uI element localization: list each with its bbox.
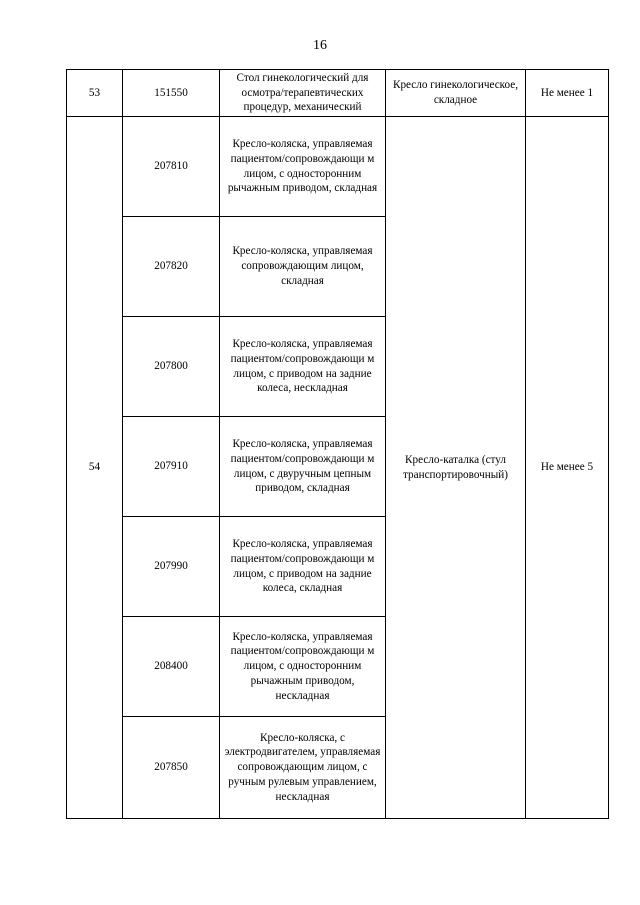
item-name-cell: Кресло-коляска, управляемая пациентом/сопровождающи м лицом, с двуручным цепным приводом, складная [220, 417, 386, 517]
item-name-cell: Кресло-коляска, управляемая пациентом/сопровождающи м лицом, с односторонним рычажным приводом, складная [220, 117, 386, 217]
quantity-cell: Не менее 1 [526, 70, 609, 117]
page-number: 16 [313, 38, 327, 53]
row-number-cell: 54 [67, 117, 123, 819]
item-name-cell: Кресло-коляска, управляемая сопровождающим лицом, складная [220, 217, 386, 317]
item-name-cell: Стол гинекологический для осмотра/терапевтических процедур, механический [220, 70, 386, 117]
item-name-cell: Кресло-коляска, управляемая пациентом/сопровождающи м лицом, с односторонним рычажным приводом, нескладная [220, 617, 386, 717]
item-name-cell: Кресло-коляска, управляемая пациентом/сопровождающи м лицом, с приводом на задние колеса, складная [220, 517, 386, 617]
code-cell: 151550 [123, 70, 220, 117]
device-cell: Кресло-каталка (стул транспортировочный) [386, 117, 526, 819]
equipment-table [66, 69, 609, 819]
code-cell: 207910 [123, 417, 220, 517]
table-row [67, 117, 609, 217]
item-name-cell: Кресло-коляска, управляемая пациентом/сопровождающи м лицом, с приводом на задние колеса, нескладная [220, 317, 386, 417]
table-row [67, 70, 609, 117]
code-cell: 208400 [123, 617, 220, 717]
quantity-cell: Не менее 5 [526, 117, 609, 819]
code-cell: 207820 [123, 217, 220, 317]
code-cell: 207800 [123, 317, 220, 417]
item-name-cell: Кресло-коляска, с электродвигателем, управляемая сопровождающим лицом, с ручным рулевым управлением, нескладная [220, 717, 386, 819]
device-cell: Кресло гинекологическое, складное [386, 70, 526, 117]
code-cell: 207850 [123, 717, 220, 819]
code-cell: 207990 [123, 517, 220, 617]
code-cell: 207810 [123, 117, 220, 217]
row-number-cell: 53 [67, 70, 123, 117]
